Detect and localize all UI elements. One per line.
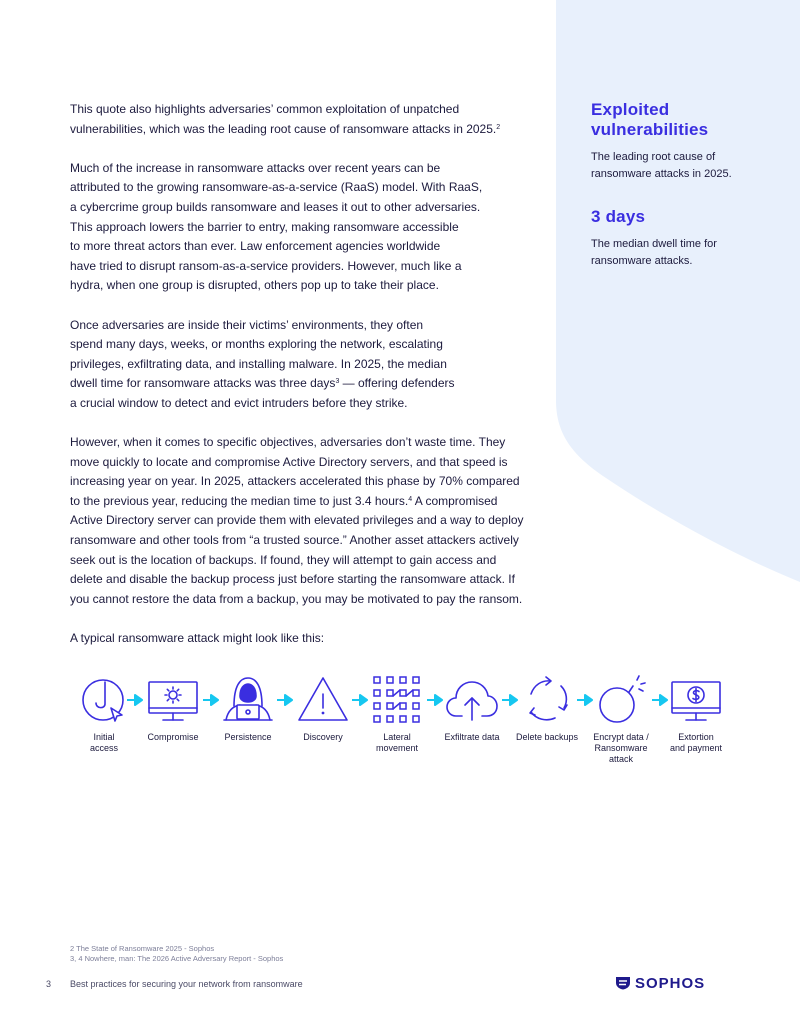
monitor-dollar-icon (668, 672, 724, 728)
warning-triangle-icon (295, 672, 351, 728)
step-label-encrypt-data: Encrypt data / Ransomware attack (593, 732, 649, 764)
paragraph-1: This quote also highlights adversaries’ common exploitation of unpatched vulnerabilities, which was the leading root cause of ransomware attacks in 2025.$^2$ (70, 102, 501, 136)
paragraph-4: However, when it comes to specific objectives, adversaries don’t waste time. They move quickly to locate and compromise Active Directory servers, and that speed is increasing year on year. In 2025, attackers accelerated this phase by 70% compared to the previous year, reducing the median time to just 3.4 hours.$^4$ A compromised Active Directory server can provide them with elevated privileges and a way to deploy ransomware and other tools from “a trusted source.” Another asset attackers actively seek out is the location of backups. If found, they will attempt to gain access and delete and disable the backup process just before starting the ransomware attack. If you cannot restore the data from a backup, you may be motivated to pay the ransom. (70, 435, 524, 606)
hooded-hacker-icon (220, 672, 276, 728)
step-label-extortion-payment: Extortion and payment (669, 732, 723, 753)
stat-title-dwell-time: 3 days (591, 207, 646, 226)
hook-cursor-icon (76, 672, 132, 728)
paragraph-5: A typical ransomware attack might look like this: (70, 631, 325, 646)
footnote-ref: 3 (335, 378, 340, 386)
arrow-right-icon (576, 694, 594, 706)
arrow-right-icon (651, 694, 669, 706)
page-number: 3 (46, 979, 52, 989)
shield-logo-icon (615, 976, 631, 990)
footnotes (70, 944, 283, 964)
step-label-initial-access: Initial access (89, 732, 118, 753)
paragraph-2: Much of the increase in ransomware attacks over recent years can be attributed to the growing ransomware-as-a-service (RaaS) model. With RaaS, a cybercrime group builds ransomware and leases it out to other adversaries. This approach lowers the barrier to entry, making ransomware accessible to more threat actors than ever. Law enforcement agencies worldwide have tried to disrupt ransom-as-a-service providers. However, much like a hydra, when one group is disrupted, others pop up to take their place. (70, 160, 483, 293)
monitor-gear-icon (145, 672, 201, 728)
step-label-lateral-movement: Lateral movement (375, 732, 419, 753)
step-label-discovery: Discovery (303, 732, 343, 742)
paragraph-3: Once adversaries are inside their victims’ environments, they often spend many days, weeks, or months exploring the network, escalating privileges, exfiltrating data, and installing malware. In 2025, the median dwell time for ransomware attacks was three days$^3$ — offering defenders a crucial window to detect and evict intruders before they strike. (70, 317, 455, 410)
sophos-logo (615, 975, 705, 991)
bomb-icon (593, 672, 649, 728)
arrow-right-icon (426, 694, 444, 706)
cloud-upload-icon (444, 672, 500, 728)
cycle-arrows-icon (519, 672, 575, 728)
logo-text: SOPHOS (635, 974, 706, 992)
body-text (70, 100, 525, 649)
arrow-right-icon (126, 694, 144, 706)
stat-title-vulnerabilities: Exploited vulnerabilities (591, 100, 709, 139)
footnote-ref: 2 (496, 123, 501, 131)
attack-flow-diagram (60, 672, 740, 782)
footnote-3-4: 3, 4 Nowhere, man: The 2026 Active Adversary Report - Sophos (70, 954, 284, 963)
stat-desc-dwell-time: The median dwell time for ransomware attacks. (591, 238, 717, 267)
arrow-right-icon (202, 694, 220, 706)
footnote-ref: 4 (408, 495, 413, 503)
grid-squares-icon (369, 672, 425, 728)
arrow-right-icon (501, 694, 519, 706)
sidebar-stats (591, 100, 781, 270)
step-label-exfiltrate-data: Exfiltrate data (444, 732, 500, 742)
step-label-persistence: Persistence (224, 732, 272, 742)
footnote-2: 2 The State of Ransomware 2025 - Sophos (70, 944, 215, 953)
arrow-right-icon (351, 694, 369, 706)
step-label-compromise: Compromise (147, 732, 199, 742)
page-footer (0, 975, 800, 995)
arrow-right-icon (276, 694, 294, 706)
footer-title: Best practices for securing your network from ransomware (70, 979, 303, 989)
stat-desc-vulnerabilities: The leading root cause of ransomware attacks in 2025. (591, 151, 732, 180)
step-label-delete-backups: Delete backups (515, 732, 579, 742)
